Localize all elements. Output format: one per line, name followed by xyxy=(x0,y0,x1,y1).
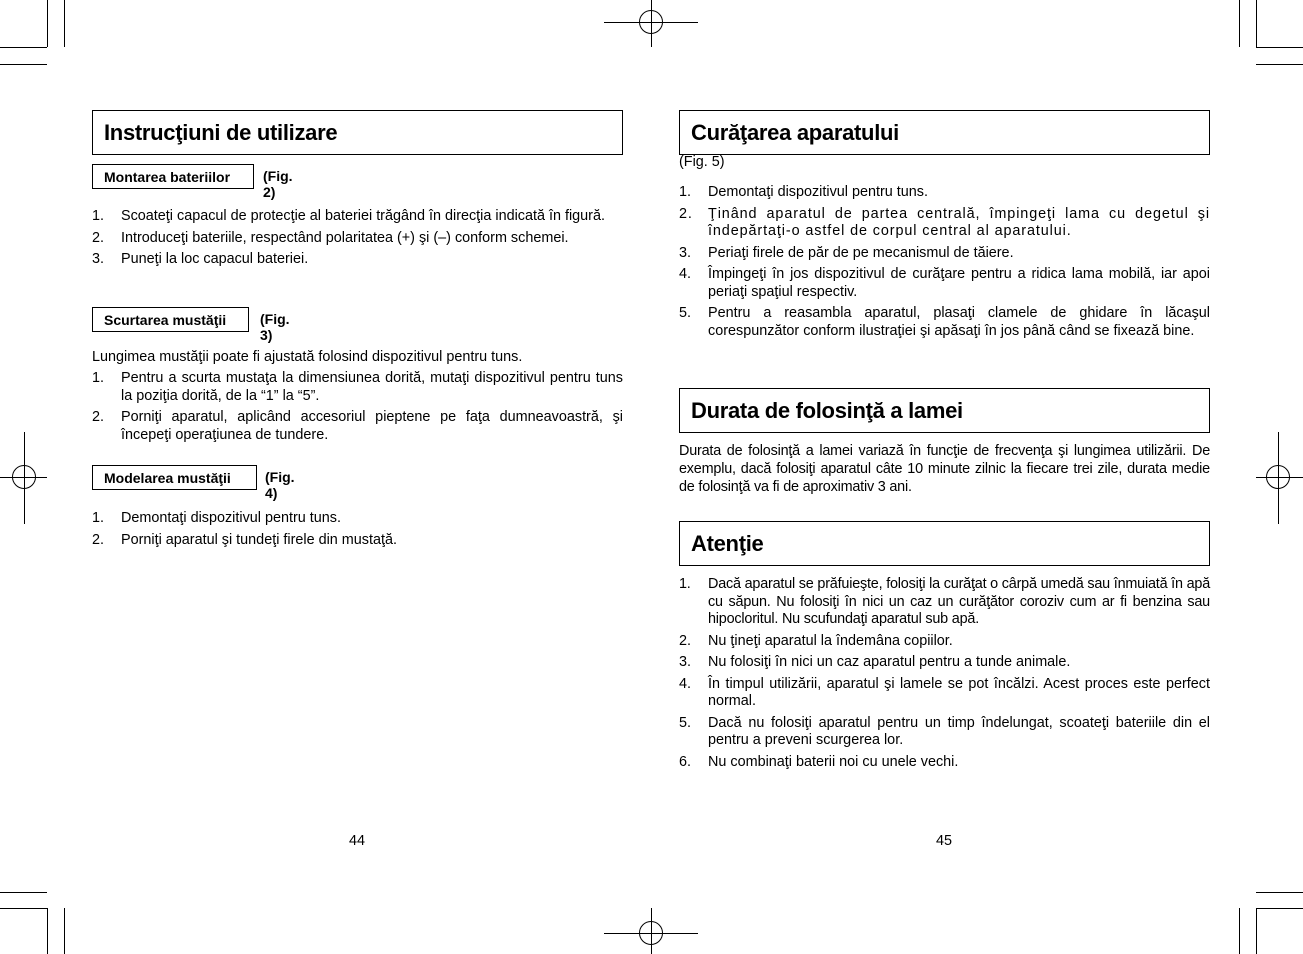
list-item: 1. Dacă aparatul se prăfuieşte, folosiţi la curăţat o cârpă umedă sau înmuiată în apă cu săpun. Nu folosiţi în nici un caz un curăţător coroziv cum ar fi benzina sau hipocloritul. Nu scufundaţi aparatul sub apă. xyxy=(679,576,1210,627)
list-item: 3. Puneţi la loc capacul bateriei. xyxy=(92,251,309,267)
list-item: 1. Scoateţi capacul de protecţie al bateriei trăgând în direcţia indicată în figură. xyxy=(92,208,605,224)
list-item: 2. Porniţi aparatul, aplicând accesoriul pieptene pe faţa dumneavoastră, şi începeţi operaţiunea de tundere. xyxy=(92,409,623,443)
list-item: 2. Nu ţineţi aparatul la îndemâna copiilor. xyxy=(679,632,953,649)
list-item: 2. Ţinând aparatul de partea centrală, împingeţi lama cu degetul şi îndepărtaţi-o astfel de corpul central al aparatului. xyxy=(679,205,1210,239)
list-item: 3. Periaţi firele de păr de pe mecanismul de tăiere. xyxy=(679,244,1014,261)
section-title-cleaning xyxy=(679,110,1210,155)
figure-reference: (Fig. 3) xyxy=(260,311,290,343)
subheading-label: Scurtarea mustăţii xyxy=(92,307,249,332)
figure-reference: (Fig. 5) xyxy=(679,154,725,170)
warning-list xyxy=(679,576,1210,775)
list-item: 5. Pentru a reasambla aparatul, plasaţi clamele de ghidare în lăcaşul corespunzător conform ilustraţiei şi apăsaţi în jos până când se fixează bine. xyxy=(679,305,1210,339)
page-number: 45 xyxy=(936,833,953,849)
list-item: 2. Introduceţi bateriile, respectând polaritatea (+) şi (–) conform schemei. xyxy=(92,229,569,246)
trim-steps-list xyxy=(92,370,623,448)
battery-steps-list xyxy=(92,208,623,273)
subheading-label: Modelarea mustăţii xyxy=(92,465,257,490)
list-item: 4. Împingeţi în jos dispozitivul de curăţare pentru a ridica lama mobilă, iar apoi periaţi spaţiul respectiv. xyxy=(679,266,1210,300)
subheading-label: Montarea bateriilor xyxy=(92,164,254,189)
list-item: 3. Nu folosiţi în nici un caz aparatul pentru a tunde animale. xyxy=(679,654,1071,670)
section-title-warning xyxy=(679,521,1210,566)
list-item: 1. Pentru a scurta mustaţa la dimensiunea dorită, mutaţi dispozitivul pentru tuns la poziţia dorită, de la “1” la “5”. xyxy=(92,370,623,404)
page-number: 44 xyxy=(349,833,366,849)
list-item: 4. În timpul utilizării, aparatul şi lamele se pot încălzi. Acest proces este perfect normal. xyxy=(679,675,1210,709)
list-item: 2. Porniţi aparatul şi tundeţi firele din mustaţă. xyxy=(92,531,397,548)
trim-intro-text: Lungimea mustăţii poate fi ajustată folosind dispozitivul pentru tuns. xyxy=(92,349,523,365)
shape-steps-list xyxy=(92,510,623,553)
figure-reference: (Fig. 2) xyxy=(263,168,293,200)
section-title-text: Atenţie xyxy=(691,531,764,556)
section-title-text: Durata de folosinţă a lamei xyxy=(691,398,963,423)
section-title-text: Instrucţiuni de utilizare xyxy=(104,120,338,145)
cleaning-steps-list xyxy=(679,184,1210,344)
list-item: 5. Dacă nu folosiţi aparatul pentru un timp îndelungat, scoateţi bateriile din el pentru a preveni scurgerea lor. xyxy=(679,714,1210,748)
list-item: 1. Demontaţi dispozitivul pentru tuns. xyxy=(92,510,341,526)
section-title-usage xyxy=(92,110,623,155)
list-item: 1. Demontaţi dispozitivul pentru tuns. xyxy=(679,184,928,200)
blade-life-text: Durata de folosinţă a lamei variază în funcţie de frecvenţa şi lungimea utilizării. De exemplu, dacă folosiţi aparatul câte 10 minute zilnic la fiecare trei zile, durata medie de folosinţă va fi de aproximativ 3 ani. xyxy=(679,443,1210,495)
list-item: 6. Nu combinaţi baterii noi cu unele vechi. xyxy=(679,753,959,770)
section-title-text: Curăţarea aparatului xyxy=(691,120,899,145)
section-title-blade-life xyxy=(679,388,1210,433)
figure-reference: (Fig. 4) xyxy=(265,469,295,501)
